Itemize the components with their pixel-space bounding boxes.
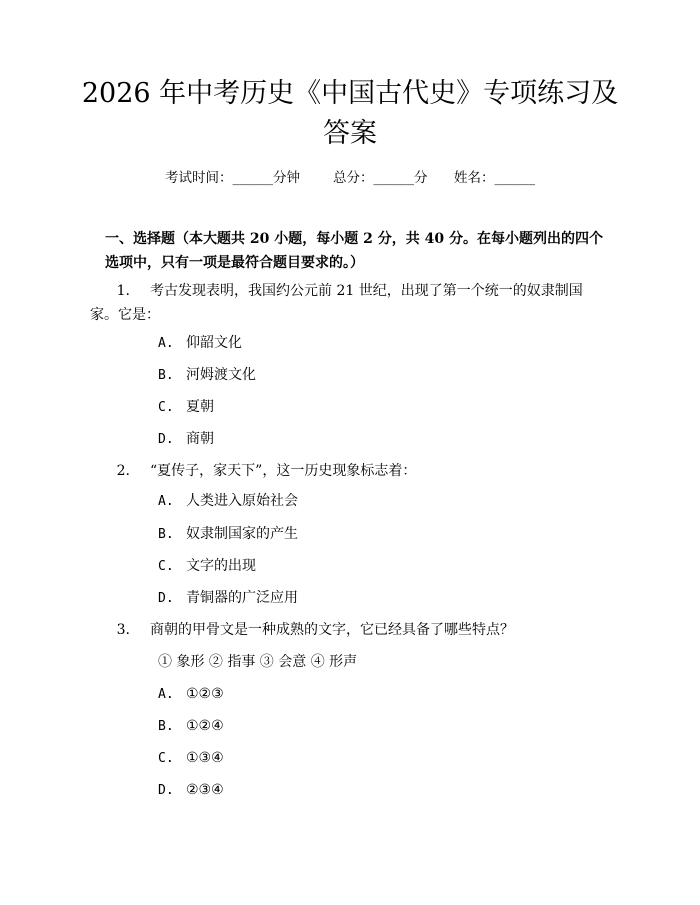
question-3-items-line: ① 象形 ② 指事 ③ 会意 ④ 形声 [158, 654, 358, 670]
question-3-option-a [158, 684, 224, 705]
question-text: 商朝的甲骨文是一种成熟的文字，它已经具备了哪些特点？ [150, 622, 514, 638]
option-letter: B. [158, 719, 174, 734]
question-1-option-b [158, 365, 256, 386]
question-number: 3. [116, 622, 130, 638]
option-text: 人类进入原始社会 [186, 493, 298, 509]
question-2 [90, 459, 600, 483]
option-text: ①②④ [186, 718, 224, 734]
option-text: 河姆渡文化 [186, 367, 256, 383]
option-letter: D. [158, 432, 174, 447]
title-line-2: 答案 [323, 118, 377, 149]
option-text: ①②③ [186, 686, 224, 702]
question-text: “夏传子，家天下”，这一历史现象标志着： [150, 463, 417, 479]
option-text: 青铜器的广泛应用 [186, 590, 298, 606]
option-text: 夏朝 [186, 399, 214, 415]
option-text: 商朝 [186, 431, 214, 447]
question-2-option-c [158, 556, 256, 577]
option-text: 仰韶文化 [186, 335, 242, 351]
document-title [0, 74, 700, 154]
question-1-option-d [158, 429, 214, 450]
total-score-field: 总分：______分 [333, 170, 428, 186]
option-letter: C. [158, 400, 174, 415]
option-letter: C. [158, 559, 174, 574]
option-text: 文字的出现 [186, 558, 256, 574]
question-text: 考古发现表明，我国约公元前 21 世纪，出现了第一个统一的奴隶制国家。它是： [90, 283, 583, 323]
student-name-field: 姓名：______ [454, 170, 535, 186]
question-1-option-c [158, 397, 214, 418]
option-letter: B. [158, 527, 174, 542]
option-text: ②③④ [186, 782, 224, 798]
exam-time-field: 考试时间：______分钟 [165, 170, 300, 186]
question-2-option-b [158, 524, 298, 545]
question-2-option-d [158, 588, 298, 609]
question-2-option-a [158, 491, 298, 512]
question-3-option-c [158, 748, 224, 769]
option-letter: A. [158, 494, 174, 509]
option-letter: D. [158, 591, 174, 606]
option-letter: A. [158, 336, 174, 351]
option-letter: B. [158, 368, 174, 383]
question-number: 1. [116, 283, 130, 299]
option-letter: C. [158, 751, 174, 766]
question-1 [90, 279, 600, 327]
question-3 [90, 618, 600, 642]
question-3-option-d [158, 780, 224, 801]
option-text: ①③④ [186, 750, 224, 766]
option-letter: A. [158, 687, 174, 702]
question-3-option-b [158, 716, 224, 737]
title-line-1: 2026 年中考历史《中国古代史》专项练习及 [81, 78, 619, 109]
option-letter: D. [158, 783, 174, 798]
section-heading: 一、选择题（本大题共 20 小题，每小题 2 分，共 40 分。在每小题列出的四个选项中，只有一项是最符合题目要求的。） [105, 231, 603, 271]
option-text: 奴隶制国家的产生 [186, 526, 298, 542]
question-number: 2. [116, 463, 130, 479]
question-1-option-a [158, 333, 242, 354]
